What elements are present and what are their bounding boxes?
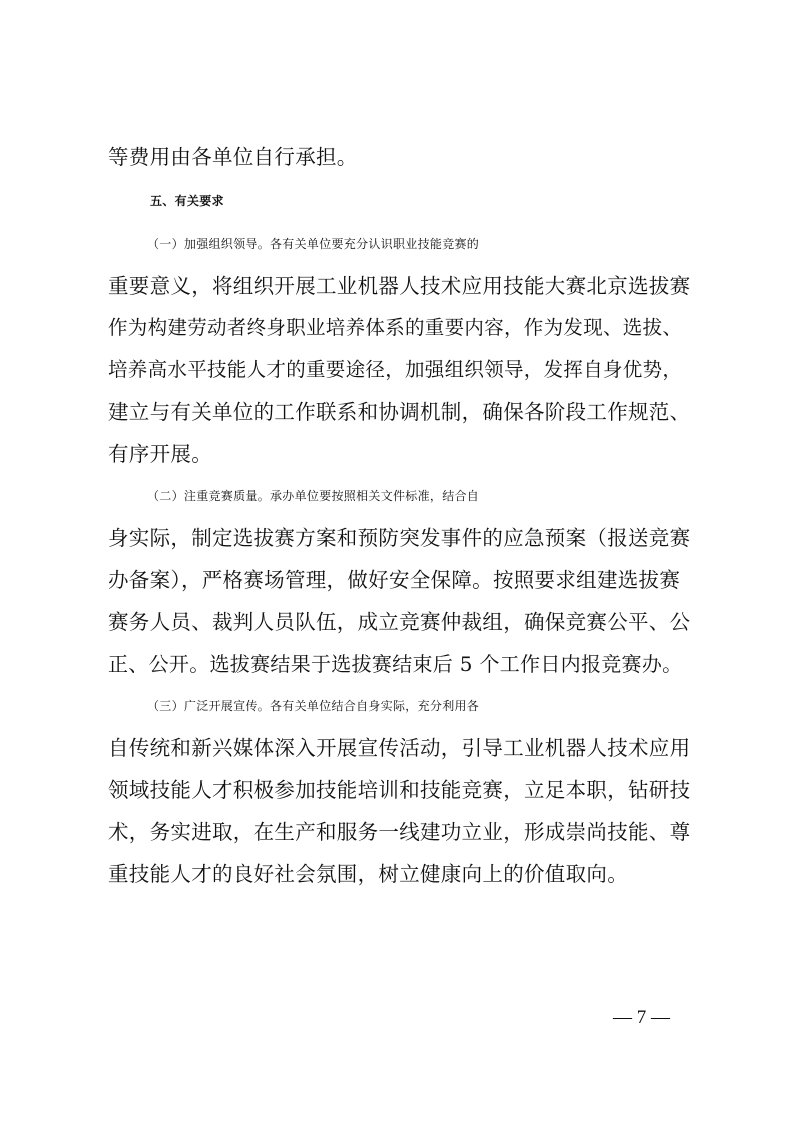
text-line: 重要意义，将组织开展工业机器人技术应用技能大赛北京选拔赛: [108, 274, 691, 298]
paragraph-line: [147, 479, 733, 513]
text-line: 办备案），严格赛场管理，做好安全保障。按照要求组建选拔赛: [108, 568, 681, 592]
text-line: 等费用由各单位自行承担。: [108, 145, 358, 169]
item-text: 加强组织领导。各有关单位要充分认识职业技能竞赛的: [183, 237, 480, 251]
text-line: 培养高水平技能人才的重要途径，加强组织领导，发挥自身优势，: [108, 358, 683, 381]
page-number: — 7 —: [613, 1007, 670, 1028]
section-heading: 五、有关要求: [150, 194, 224, 208]
text-line: 建立与有关单位的工作联系和协调机制，确保各阶段工作规范、: [108, 400, 691, 424]
text-line: 有序开展。: [108, 442, 212, 466]
text-line: 赛务人员、裁判人员队伍，成立竞赛仲裁组，确保竞赛公平、公: [108, 610, 691, 634]
text-line: 正、公开。选拔赛结果于选拔赛结束后 5 个工作日内报竞赛办。: [108, 652, 683, 676]
text-line: 作为构建劳动者终身职业培养体系的重要内容，作为发现、选拔、: [108, 316, 683, 339]
text-line: 自传统和新兴媒体深入开展宣传活动，引导工业机器人技术应用: [108, 736, 691, 760]
item-marker: （二）: [147, 489, 184, 503]
text-line: 术，务实进取，在生产和服务一线建功立业，形成崇尚技能、尊: [108, 820, 691, 844]
paragraph-line: [147, 689, 733, 723]
item-text: 注重竞赛质量。承办单位要按照相关文件标准，结合自: [183, 489, 480, 503]
item-text: 广泛开展宣传。各有关单位结合自身实际，充分利用各: [183, 699, 480, 713]
paragraph-line: [147, 227, 733, 261]
text-line: 重技能人才的良好社会氛围，树立健康向上的价值取向。: [108, 862, 628, 886]
text-line: 身实际，制定选拔赛方案和预防突发事件的应急预案（报送竞赛: [108, 526, 691, 550]
item-marker: （三）: [147, 699, 184, 713]
text-line: 领域技能人才积极参加技能培训和技能竞赛，立足本职，钻研技: [108, 778, 691, 802]
item-marker: （一）: [147, 237, 184, 251]
